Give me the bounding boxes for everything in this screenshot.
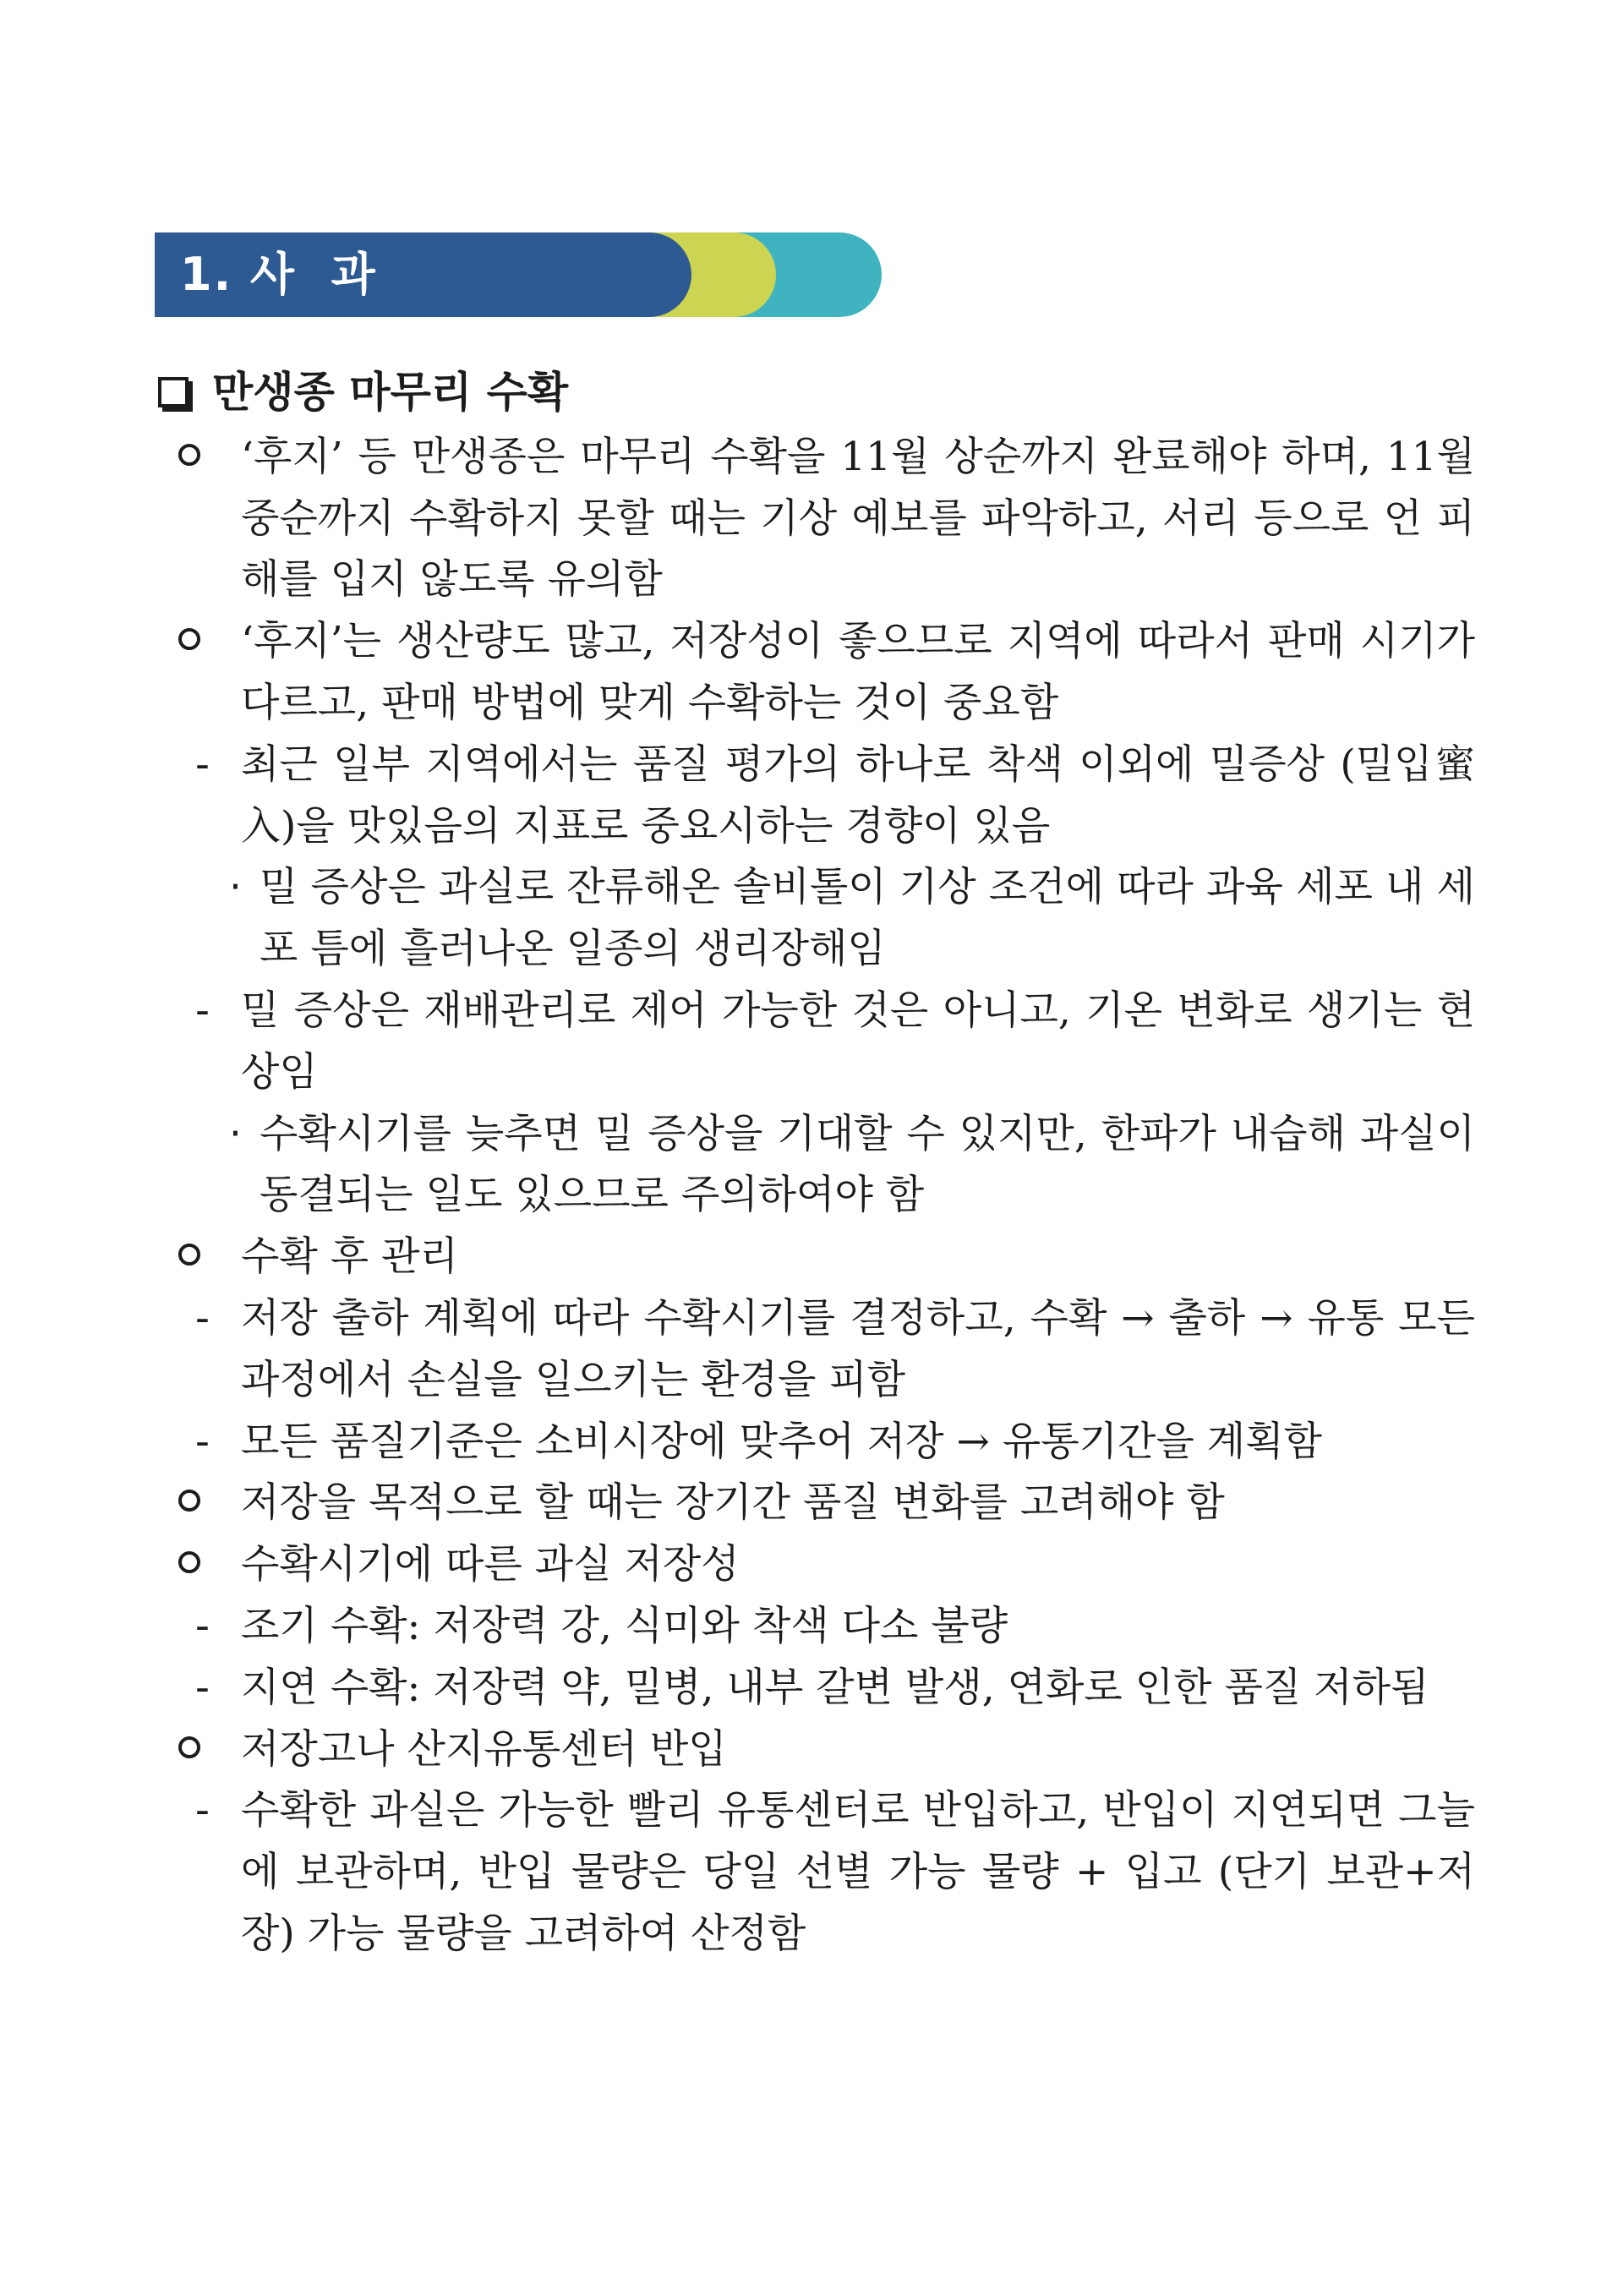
circle-bullet-icon <box>178 1736 200 1758</box>
list-item-level1 <box>156 1534 1475 1596</box>
dash-marker: - <box>195 1787 210 1834</box>
list-item-level2 <box>156 1780 1475 1965</box>
dash-marker: - <box>195 741 210 788</box>
dash-marker: - <box>195 1664 210 1711</box>
dash-marker: - <box>195 1418 210 1465</box>
item-text: ‘후지’ 등 만생종은 마무리 수확을 11월 상순까지 완료해야 하며, 11월 중순까지 수확하지 못할 때는 기상 예보를 파악하고, 서리 등으로 언 피해를 입지 않도록 유의함 <box>241 433 1475 604</box>
list-item-level1 <box>156 1473 1475 1534</box>
circle-bullet-icon <box>178 628 200 650</box>
list-item-level1 <box>156 611 1475 735</box>
item-text: 저장 출하 계획에 따라 수확시기를 결정하고, 수확 → 출하 → 유통 모든 과정에서 손실을 일으키는 환경을 피함 <box>241 1294 1475 1403</box>
list-item-level2 <box>156 1658 1475 1719</box>
item-text: 최근 일부 지역에서는 품질 평가의 하나로 착색 이외에 밀증상 (밀입蜜入)을 맛있음의 지표로 중요시하는 경향이 있음 <box>241 741 1475 850</box>
item-text: 저장을 목적으로 할 때는 장기간 품질 변화를 고려해야 함 <box>241 1479 1225 1527</box>
list-item-level3 <box>156 1104 1475 1227</box>
item-text: 수확시기에 따른 과실 저장성 <box>241 1541 740 1588</box>
list-item-level2 <box>156 981 1475 1104</box>
section-banner <box>155 232 882 317</box>
item-text: 저장고나 산지유통센터 반입 <box>241 1725 727 1773</box>
circle-bullet-icon <box>178 1490 200 1512</box>
item-text: 밀 증상은 과실로 잔류해온 솔비톨이 기상 조건에 따라 과육 세포 내 세포 틈에 흘러나온 일종의 생리장해임 <box>260 864 1475 973</box>
item-text: 조기 수확: 저장력 강, 식미와 착색 다소 불량 <box>241 1602 1008 1649</box>
bullet-list <box>156 427 1475 1965</box>
list-item-level2 <box>156 735 1475 858</box>
item-text: 수확시기를 늦추면 밀 증상을 기대할 수 있지만, 한파가 내습해 과실이 동결되는 일도 있으므로 주의하여야 함 <box>260 1110 1475 1219</box>
section-title: 1. 사 과 <box>180 248 377 301</box>
dot-marker: · <box>229 1110 242 1157</box>
circle-bullet-icon <box>178 444 200 466</box>
list-item-level1 <box>156 427 1475 611</box>
item-text: ‘후지’는 생산량도 많고, 저장성이 좋으므로 지역에 따라서 판매 시기가 다르고, 판매 방법에 맞게 수확하는 것이 중요함 <box>241 618 1475 726</box>
dash-marker: - <box>195 987 210 1034</box>
list-item-level2 <box>156 1412 1475 1473</box>
item-text: 수확 후 관리 <box>241 1233 458 1281</box>
square-bullet-icon <box>158 377 189 407</box>
item-text: 지연 수확: 저장력 약, 밀병, 내부 갈변 발생, 연화로 인한 품질 저하됨 <box>241 1664 1429 1711</box>
dot-marker: · <box>229 864 242 911</box>
dash-marker: - <box>195 1294 210 1342</box>
list-item-level1 <box>156 1719 1475 1781</box>
list-item-level3 <box>156 857 1475 981</box>
list-item-level2 <box>156 1288 1475 1412</box>
item-text: 모든 품질기준은 소비시장에 맞추어 저장 → 유통기간을 계획함 <box>241 1418 1323 1465</box>
document-body <box>156 362 1475 1965</box>
circle-bullet-icon <box>178 1244 200 1266</box>
item-text: 밀 증상은 재배관리로 제어 가능한 것은 아니고, 기온 변화로 생기는 현상임 <box>241 987 1475 1096</box>
section-heading <box>156 362 1475 424</box>
heading-text: 만생종 마무리 수확 <box>212 367 569 417</box>
list-item-level1 <box>156 1227 1475 1288</box>
list-item-level2 <box>156 1596 1475 1658</box>
dash-marker: - <box>195 1602 210 1649</box>
circle-bullet-icon <box>178 1551 200 1573</box>
item-text: 수확한 과실은 가능한 빨리 유통센터로 반입하고, 반입이 지연되면 그늘에 보관하며, 반입 물량은 당일 선별 가능 물량 + 입고 (단기 보관+저장) 가능 물량을 고려하여 산정함 <box>241 1787 1475 1957</box>
